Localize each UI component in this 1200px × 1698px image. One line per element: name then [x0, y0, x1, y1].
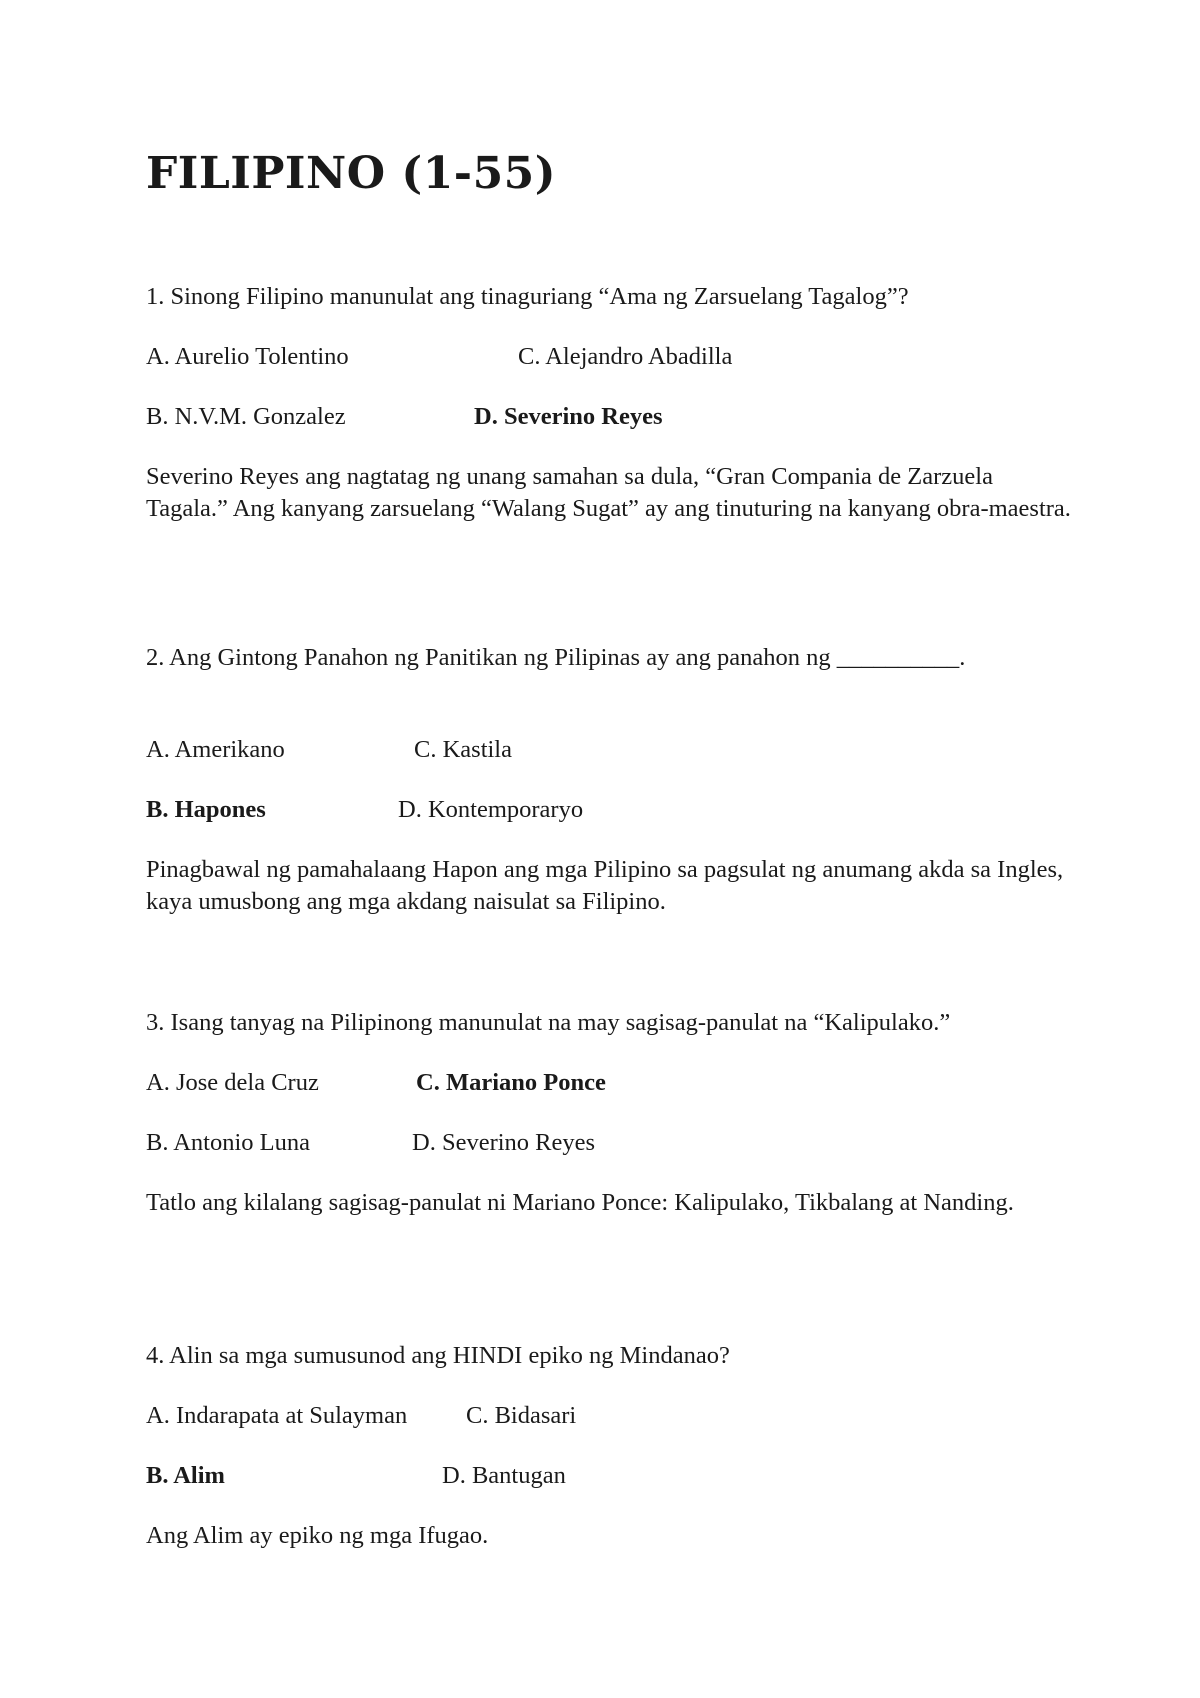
q1-option-b: B. N.V.M. Gonzalez — [146, 403, 346, 430]
question-1: 1. Sinong Filipino manunulat ang tinaguriang “Ama ng Zarsuelang Tagalog”? — [146, 283, 909, 310]
q4-option-d: D. Bantugan — [442, 1462, 566, 1489]
q4-explanation: Ang Alim ay epiko ng mga Ifugao. — [146, 1522, 489, 1549]
q1-option-c: C. Alejandro Abadilla — [518, 343, 733, 370]
q3-option-c-answer: C. Mariano Ponce — [416, 1069, 606, 1096]
q2-option-c: C. Kastila — [414, 736, 512, 763]
q1-option-d-answer: D. Severino Reyes — [474, 403, 663, 430]
q1-option-a: A. Aurelio Tolentino — [146, 343, 349, 370]
q3-option-d: D. Severino Reyes — [412, 1129, 596, 1156]
q2-option-a: A. Amerikano — [146, 736, 285, 763]
q4-option-c: C. Bidasari — [466, 1402, 577, 1429]
question-4: 4. Alin sa mga sumusunod ang HINDI epiko ng Mindanao? — [146, 1342, 730, 1369]
page-title: FILIPINO (1-55) — [146, 148, 557, 199]
q4-option-b-answer: B. Alim — [146, 1462, 225, 1489]
q4-option-a: A. Indarapata at Sulayman — [146, 1402, 408, 1429]
q2-option-b-answer: B. Hapones — [146, 796, 266, 823]
question-2: 2. Ang Gintong Panahon ng Panitikan ng Pilipinas ay ang panahon ng __________. — [146, 644, 966, 671]
q2-explanation: Pinagbawal ng pamahalaang Hapon ang mga Pilipino sa pagsulat ng anumang akda sa Ingles, kaya umusbong ang mga akdang naisulat sa Filipino. — [146, 856, 1064, 915]
question-3: 3. Isang tanyag na Pilipinong manunulat na may sagisag-panulat na “Kalipulako.” — [146, 1009, 951, 1036]
q3-option-a: A. Jose dela Cruz — [146, 1069, 319, 1096]
q3-explanation: Tatlo ang kilalang sagisag-panulat ni Mariano Ponce: Kalipulako, Tikbalang at Nanding. — [146, 1189, 1014, 1216]
q2-option-d: D. Kontemporaryo — [398, 796, 584, 823]
q1-explanation: Severino Reyes ang nagtatag ng unang samahan sa dula, “Gran Compania de Zarzuela Tagala.” Ang kanyang zarsuelang “Walang Sugat” ay ang tinuturing na kanyang obra-maestra. — [146, 463, 1071, 522]
q3-option-b: B. Antonio Luna — [146, 1129, 311, 1156]
